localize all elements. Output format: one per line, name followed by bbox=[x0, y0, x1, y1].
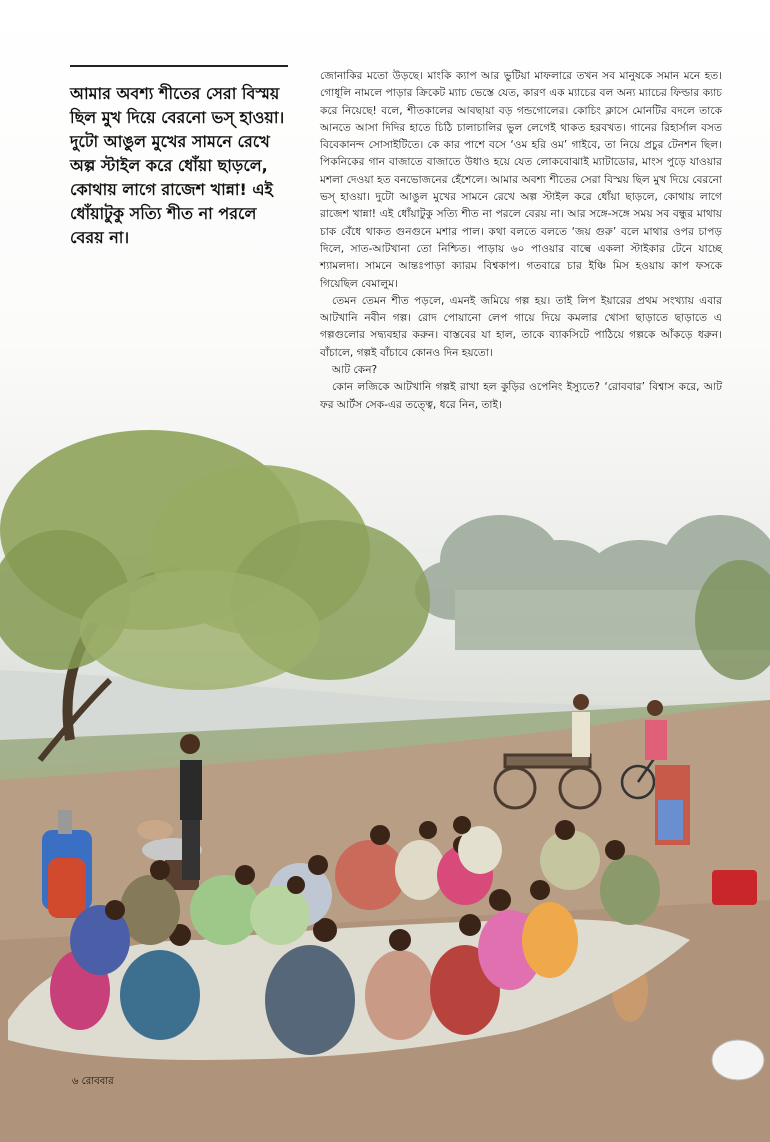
paragraph-1: জোনাকির মতো উড়ছে। মাংকি ক্যাপ আর ভুটিয়া মাফলারে তখন সব মানুষকে সমান মনে হত। গোধূলি নামলে পাড়ার ক্রিকেট ম্যাচ ভেস্তে যেত, কারণ এক ম্যাচের বল অন্য ম্যাচের ফিল্ডার ক্যাচ করে নিয়েছে! বলে, শীতকালের আবছায়া বড় গন্ডগোলের। কোচিং ক্লাসে মোনটির বদলে তাকে আনতে আসা দিদির হাতে চিঠি চালাচালির ভুল লেগেই থাকত হরবখত। গানের রিহার্সাল বসত বিবেকানন্দ সোসাইটিতে। কে কার পাশে বসে ‘ওম হরি ওম’ গাইবে, তা নিয়ে প্রচুর টেনশন ছিল। পিকনিকের গান বাজাতে বাজাতে উধাও হয়ে যেত লোকবোঝাই ম্যাটাডোর, মাংস পুড়ে যাওয়ার মশলা দেওয়া হত বনভোজনের হেঁশেলে। আমার অবশ্য শীতের সেরা বিস্ময় ছিল মুখ দিয়ে বেরনো ভস্‌ হাওয়া। দুটো আঙুল মুখের সামনে রেখে অল্প স্টাইল করে ধোঁয়া ছাড়লে, কোথায় লাগে রাজেশ খান্না! এই ধোঁয়াটুকু সত্যি শীত না পরলে বেরয় না। আর সঙ্গে-সঙ্গে সময় সব বন্ধুর মাথায় চাক বেঁধে থাকত গুনগুনে মশার পাল। কথা বলতে বলতে ‘জয় গুরু’ বলে মাথার ওপর চাপড় দিলে, সাত-আটখানা তো নিশ্চিত। পাড়ায় ৬০ পাওয়ার বাল্বে একলা স্টাইকার টেনে যাচ্ছে শ্যামলদা। সামনে আন্তঃপাড়া ক্যারম বিশ্বকাপ। গতবারে চার ইঞ্চি মিস হওয়ায় কাপ ফসকে গিয়েছিল বেমালুম। bbox=[320, 70, 722, 290]
pullquote-rule bbox=[70, 65, 288, 67]
article-body bbox=[320, 68, 722, 414]
page-folio: ৬ রোববার bbox=[72, 1076, 114, 1087]
paragraph-2: তেমন তেমন শীত পড়লে, এমনই জমিয়ে গল্প হয়। তাই লিপ ইয়ারের প্রথম সংখ্যায় এবার আটখানি নবীন গল্প। রোদ পোয়ানো লেপ গায়ে দিয়ে কমলার খোসা ছাড়াতে ছাড়াতে এ গল্পগুলোর সদ্ব্যবহার করুন। বাস্তবের যা হাল, তাকে ব্যাকসিটে পাঠিয়ে গল্পকে আঁকড়ে ধরুন। বাঁচালে, গল্পই বাঁচাবে কোনও দিন হয়তো। bbox=[320, 294, 722, 359]
plate bbox=[712, 1040, 764, 1080]
picnic-photo bbox=[0, 380, 770, 1142]
paragraph-3: আট কেন? bbox=[332, 364, 378, 377]
generator bbox=[712, 870, 757, 905]
paragraph-4: কোন লজিকে আটখানি গল্পই রাখা হল কুড়ির ওপেনিং ইস্যুতে? ‘রোববার’ বিশ্বাস করে, আট ফর আর্টস সেক-এর তত্ত্বে, ধরে নিন, তাই। bbox=[320, 381, 722, 411]
pullquote: আমার অবশ্য শীতের সেরা বিস্ময় ছিল মুখ দিয়ে বেরনো ভস্‌ হাওয়া। দুটো আঙুল মুখের সামনে রেখে অল্প স্টাইল করে ধোঁয়া ছাড়লে, কোথায় লাগে রাজেশ খান্না! এই ধোঁয়াটুকু সত্যি শীত না পরলে বেরয় না। bbox=[70, 84, 285, 247]
